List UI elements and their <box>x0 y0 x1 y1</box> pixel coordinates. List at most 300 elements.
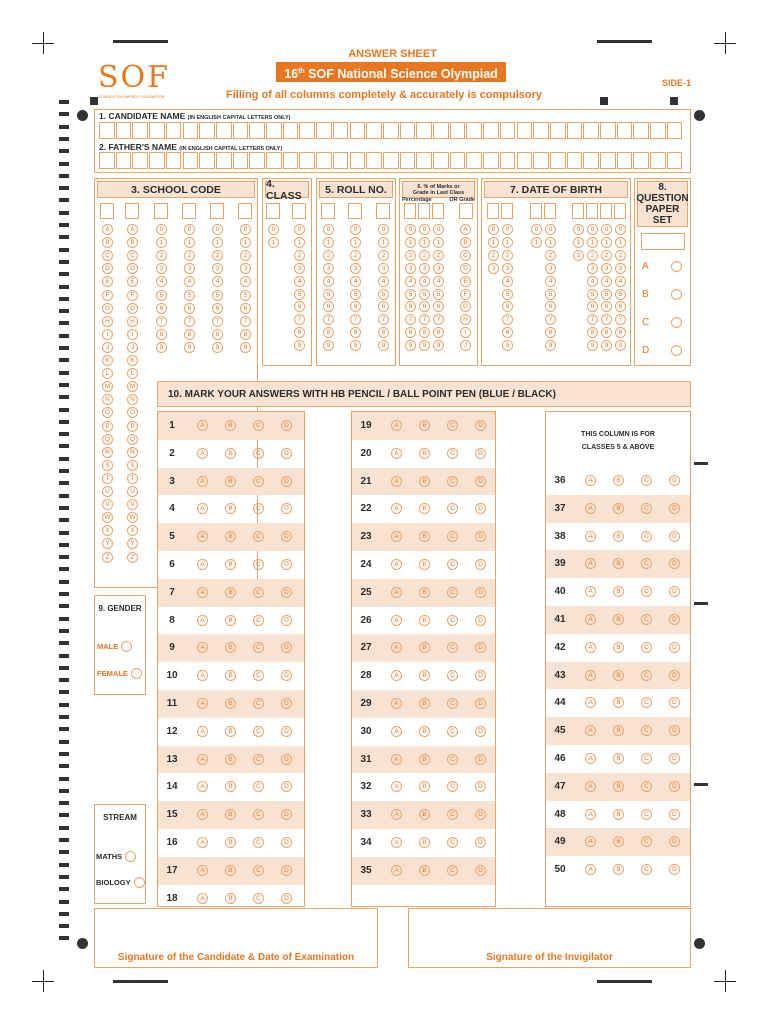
dob-digit-bubble[interactable]: 0 <box>615 224 626 235</box>
dob-digit-bubble[interactable]: 1 <box>573 237 584 248</box>
school-code-digit-bubble[interactable]: 0 <box>240 224 251 235</box>
school-code-digit-bubble[interactable]: 1 <box>156 237 167 248</box>
dob-digit-bubble[interactable]: 1 <box>587 237 598 248</box>
class-digit-bubble[interactable]: 2 <box>294 250 305 261</box>
class-digit-bubble[interactable]: 4 <box>294 276 305 287</box>
letter-cell[interactable] <box>416 122 432 139</box>
answer-bubble[interactable]: D <box>475 615 486 626</box>
stream-maths-bubble[interactable] <box>125 851 136 862</box>
answer-bubble[interactable]: B <box>419 781 430 792</box>
answer-bubble[interactable]: C <box>641 670 652 681</box>
dob-digit-bubble[interactable]: 0 <box>545 224 556 235</box>
answer-bubble[interactable]: A <box>197 615 208 626</box>
answer-bubble[interactable]: C <box>447 448 458 459</box>
letter-cell[interactable] <box>249 152 265 169</box>
letter-cell[interactable] <box>350 152 366 169</box>
school-code-letter-bubble[interactable]: M <box>127 381 138 392</box>
school-code-letter-bubble[interactable]: Q <box>102 434 113 445</box>
school-code-digit-bubble[interactable]: 5 <box>156 290 167 301</box>
dob-box[interactable] <box>501 203 513 219</box>
school-code-box[interactable] <box>210 203 224 219</box>
letter-cell[interactable] <box>266 122 282 139</box>
answer-bubble[interactable]: C <box>253 615 264 626</box>
school-code-letter-bubble[interactable]: H <box>127 316 138 327</box>
dob-digit-bubble[interactable]: 2 <box>587 250 598 261</box>
answer-bubble[interactable]: B <box>225 809 236 820</box>
school-code-digit-bubble[interactable]: 9 <box>212 342 223 353</box>
paper-set-input[interactable] <box>641 233 685 250</box>
invigilator-signature-box[interactable] <box>408 908 691 968</box>
dob-digit-bubble[interactable]: 4 <box>601 276 612 287</box>
marks-digit-bubble[interactable]: 4 <box>419 276 430 287</box>
school-code-digit-bubble[interactable]: 8 <box>212 329 223 340</box>
answer-bubble[interactable]: A <box>585 642 596 653</box>
answer-bubble[interactable]: C <box>253 865 264 876</box>
answer-bubble[interactable]: A <box>391 809 402 820</box>
school-code-digit-bubble[interactable]: 4 <box>184 276 195 287</box>
answer-bubble[interactable]: C <box>253 698 264 709</box>
marks-digit-bubble[interactable]: 1 <box>419 237 430 248</box>
letter-cell[interactable] <box>316 122 332 139</box>
school-code-letter-bubble[interactable]: E <box>127 276 138 287</box>
answer-bubble[interactable]: C <box>447 865 458 876</box>
grade-letter-bubble[interactable]: A <box>460 224 471 235</box>
dob-digit-bubble[interactable]: 0 <box>573 224 584 235</box>
answer-bubble[interactable]: D <box>281 698 292 709</box>
school-code-digit-bubble[interactable]: 1 <box>184 237 195 248</box>
answer-bubble[interactable]: D <box>281 587 292 598</box>
answer-bubble[interactable]: A <box>391 781 402 792</box>
dob-digit-bubble[interactable]: 2 <box>488 250 499 261</box>
letter-cell[interactable] <box>99 152 115 169</box>
grade-box[interactable] <box>459 203 473 219</box>
letter-cell[interactable] <box>466 152 482 169</box>
school-code-letter-bubble[interactable]: C <box>127 250 138 261</box>
school-code-letter-bubble[interactable]: K <box>102 355 113 366</box>
letter-cell[interactable] <box>383 152 399 169</box>
answer-bubble[interactable]: D <box>281 420 292 431</box>
marks-digit-bubble[interactable]: 7 <box>405 314 416 325</box>
school-code-digit-bubble[interactable]: 0 <box>184 224 195 235</box>
answer-bubble[interactable]: A <box>197 865 208 876</box>
dob-digit-bubble[interactable]: 8 <box>601 327 612 338</box>
letter-cell[interactable] <box>166 152 182 169</box>
school-code-letter-bubble[interactable]: M <box>102 381 113 392</box>
letter-cell[interactable] <box>299 152 315 169</box>
letter-cell[interactable] <box>199 152 215 169</box>
letter-cell[interactable] <box>550 122 566 139</box>
answer-bubble[interactable]: A <box>585 475 596 486</box>
answer-bubble[interactable]: C <box>447 698 458 709</box>
answer-bubble[interactable]: B <box>225 670 236 681</box>
answer-bubble[interactable]: D <box>669 642 680 653</box>
answer-bubble[interactable]: C <box>447 642 458 653</box>
dob-digit-bubble[interactable]: 2 <box>573 250 584 261</box>
school-code-digit-bubble[interactable]: 6 <box>156 303 167 314</box>
dob-box[interactable] <box>530 203 542 219</box>
roll-no-digit-bubble[interactable]: 9 <box>323 340 334 351</box>
school-code-letter-bubble[interactable]: F <box>127 290 138 301</box>
roll-no-digit-bubble[interactable]: 6 <box>378 301 389 312</box>
answer-bubble[interactable]: C <box>253 754 264 765</box>
answer-bubble[interactable]: B <box>225 837 236 848</box>
marks-digit-bubble[interactable]: 9 <box>433 340 444 351</box>
dob-digit-bubble[interactable]: 5 <box>502 289 513 300</box>
letter-cell[interactable] <box>166 122 182 139</box>
answer-bubble[interactable]: B <box>225 476 236 487</box>
school-code-digit-bubble[interactable]: 2 <box>240 250 251 261</box>
school-code-digit-bubble[interactable]: 9 <box>156 342 167 353</box>
dob-digit-bubble[interactable]: 8 <box>545 327 556 338</box>
dob-box[interactable] <box>600 203 612 219</box>
school-code-letter-bubble[interactable]: K <box>127 355 138 366</box>
roll-no-digit-bubble[interactable]: 8 <box>323 327 334 338</box>
answer-bubble[interactable]: B <box>419 698 430 709</box>
roll-no-box[interactable] <box>376 203 390 219</box>
letter-cell[interactable] <box>450 152 466 169</box>
answer-bubble[interactable]: A <box>197 531 208 542</box>
answer-bubble[interactable]: A <box>197 698 208 709</box>
school-code-letter-bubble[interactable]: J <box>127 342 138 353</box>
answer-bubble[interactable]: B <box>419 642 430 653</box>
answer-bubble[interactable]: C <box>641 558 652 569</box>
answer-bubble[interactable]: D <box>669 809 680 820</box>
answer-bubble[interactable]: D <box>475 837 486 848</box>
answer-bubble[interactable]: C <box>641 531 652 542</box>
answer-bubble[interactable]: C <box>641 781 652 792</box>
school-code-digit-bubble[interactable]: 9 <box>240 342 251 353</box>
marks-digit-bubble[interactable]: 1 <box>433 237 444 248</box>
answer-bubble[interactable]: C <box>253 837 264 848</box>
marks-box[interactable] <box>432 203 444 219</box>
answer-bubble[interactable]: C <box>253 809 264 820</box>
school-code-letter-bubble[interactable]: C <box>102 250 113 261</box>
answer-bubble[interactable]: B <box>225 754 236 765</box>
answer-bubble[interactable]: A <box>197 559 208 570</box>
roll-no-digit-bubble[interactable]: 3 <box>350 263 361 274</box>
answer-bubble[interactable]: C <box>447 420 458 431</box>
school-code-digit-bubble[interactable]: 7 <box>184 316 195 327</box>
letter-cell[interactable] <box>216 122 232 139</box>
dob-digit-bubble[interactable]: 3 <box>488 263 499 274</box>
letter-cell[interactable] <box>433 122 449 139</box>
school-code-letter-bubble[interactable]: P <box>127 421 138 432</box>
answer-bubble[interactable]: B <box>419 615 430 626</box>
dob-digit-bubble[interactable]: 9 <box>545 340 556 351</box>
answer-bubble[interactable]: B <box>613 531 624 542</box>
answer-bubble[interactable]: C <box>447 559 458 570</box>
class-digit-bubble[interactable]: 6 <box>294 301 305 312</box>
marks-digit-bubble[interactable]: 2 <box>433 250 444 261</box>
school-code-letter-bubble[interactable]: D <box>102 263 113 274</box>
letter-cell[interactable] <box>517 152 533 169</box>
roll-no-digit-bubble[interactable]: 2 <box>323 250 334 261</box>
answer-bubble[interactable]: D <box>281 670 292 681</box>
school-code-letter-bubble[interactable]: X <box>102 525 113 536</box>
letter-cell[interactable] <box>266 152 282 169</box>
letter-cell[interactable] <box>617 122 633 139</box>
class-box[interactable] <box>292 203 306 219</box>
school-code-digit-bubble[interactable]: 3 <box>240 263 251 274</box>
school-code-letter-bubble[interactable]: W <box>102 512 113 523</box>
school-code-digit-bubble[interactable]: 7 <box>212 316 223 327</box>
school-code-digit-bubble[interactable]: 0 <box>156 224 167 235</box>
school-code-letter-bubble[interactable]: S <box>102 460 113 471</box>
marks-digit-bubble[interactable]: 5 <box>433 289 444 300</box>
dob-digit-bubble[interactable]: 6 <box>587 301 598 312</box>
answer-bubble[interactable]: D <box>669 781 680 792</box>
dob-digit-bubble[interactable]: 7 <box>601 314 612 325</box>
school-code-digit-bubble[interactable]: 5 <box>240 290 251 301</box>
school-code-letter-bubble[interactable]: B <box>127 237 138 248</box>
school-code-digit-bubble[interactable]: 6 <box>184 303 195 314</box>
school-code-digit-bubble[interactable]: 8 <box>156 329 167 340</box>
marks-digit-bubble[interactable]: 3 <box>433 263 444 274</box>
dob-digit-bubble[interactable]: 7 <box>587 314 598 325</box>
answer-bubble[interactable]: A <box>197 837 208 848</box>
answer-bubble[interactable]: D <box>669 725 680 736</box>
answer-bubble[interactable]: D <box>281 893 292 904</box>
answer-bubble[interactable]: A <box>197 726 208 737</box>
answer-bubble[interactable]: A <box>391 670 402 681</box>
answer-bubble[interactable]: D <box>281 559 292 570</box>
answer-bubble[interactable]: B <box>225 587 236 598</box>
answer-bubble[interactable]: C <box>447 781 458 792</box>
letter-cell[interactable] <box>400 152 416 169</box>
answer-bubble[interactable]: A <box>585 753 596 764</box>
dob-digit-bubble[interactable]: 0 <box>531 224 542 235</box>
school-code-letter-bubble[interactable]: G <box>102 303 113 314</box>
school-code-letter-bubble[interactable]: E <box>102 276 113 287</box>
school-code-digit-bubble[interactable]: 1 <box>240 237 251 248</box>
answer-bubble[interactable]: C <box>641 475 652 486</box>
answer-bubble[interactable]: A <box>197 503 208 514</box>
school-code-letter-bubble[interactable]: R <box>102 447 113 458</box>
answer-bubble[interactable]: A <box>197 448 208 459</box>
answer-bubble[interactable]: C <box>253 476 264 487</box>
answer-bubble[interactable]: B <box>613 809 624 820</box>
answer-bubble[interactable]: A <box>391 420 402 431</box>
answer-bubble[interactable]: C <box>253 420 264 431</box>
school-code-letter-bubble[interactable]: V <box>102 499 113 510</box>
school-code-digit-bubble[interactable]: 2 <box>212 250 223 261</box>
marks-digit-bubble[interactable]: 3 <box>405 263 416 274</box>
answer-bubble[interactable]: A <box>391 531 402 542</box>
school-code-digit-bubble[interactable]: 6 <box>212 303 223 314</box>
paper-set-option-bubble[interactable] <box>671 261 682 272</box>
roll-no-digit-bubble[interactable]: 4 <box>323 276 334 287</box>
school-code-letter-bubble[interactable]: L <box>102 368 113 379</box>
dob-digit-bubble[interactable]: 3 <box>615 263 626 274</box>
answer-bubble[interactable]: C <box>641 809 652 820</box>
dob-digit-bubble[interactable]: 7 <box>502 314 513 325</box>
dob-box[interactable] <box>572 203 584 219</box>
answer-bubble[interactable]: B <box>225 726 236 737</box>
answer-bubble[interactable]: D <box>281 726 292 737</box>
answer-bubble[interactable]: B <box>419 865 430 876</box>
answer-bubble[interactable]: D <box>281 781 292 792</box>
school-code-digit-bubble[interactable]: 4 <box>156 276 167 287</box>
answer-bubble[interactable]: A <box>197 476 208 487</box>
answer-bubble[interactable]: C <box>641 503 652 514</box>
school-code-digit-bubble[interactable]: 4 <box>212 276 223 287</box>
answer-bubble[interactable]: B <box>419 754 430 765</box>
answer-bubble[interactable]: D <box>281 642 292 653</box>
letter-cell[interactable] <box>183 122 199 139</box>
answer-bubble[interactable]: D <box>281 865 292 876</box>
school-code-letter-bubble[interactable]: W <box>127 512 138 523</box>
school-code-letter-bubble[interactable]: S <box>127 460 138 471</box>
letter-cell[interactable] <box>600 152 616 169</box>
dob-digit-bubble[interactable]: 2 <box>601 250 612 261</box>
answer-bubble[interactable]: B <box>419 726 430 737</box>
roll-no-digit-bubble[interactable]: 9 <box>378 340 389 351</box>
dob-digit-bubble[interactable]: 1 <box>502 237 513 248</box>
school-code-letter-bubble[interactable]: U <box>127 486 138 497</box>
answer-bubble[interactable]: D <box>475 448 486 459</box>
dob-digit-bubble[interactable]: 4 <box>545 276 556 287</box>
letter-cell[interactable] <box>350 122 366 139</box>
letter-cell[interactable] <box>500 152 516 169</box>
class-digit-bubble[interactable]: 3 <box>294 263 305 274</box>
answer-bubble[interactable]: C <box>253 559 264 570</box>
school-code-digit-bubble[interactable]: 1 <box>212 237 223 248</box>
roll-no-digit-bubble[interactable]: 1 <box>350 237 361 248</box>
school-code-letter-bubble[interactable]: D <box>127 263 138 274</box>
answer-bubble[interactable]: C <box>253 503 264 514</box>
marks-digit-bubble[interactable]: 6 <box>433 301 444 312</box>
answer-bubble[interactable]: D <box>669 586 680 597</box>
grade-letter-bubble[interactable]: B <box>460 237 471 248</box>
answer-bubble[interactable]: D <box>669 836 680 847</box>
roll-no-digit-bubble[interactable]: 4 <box>378 276 389 287</box>
letter-cell[interactable] <box>333 122 349 139</box>
answer-bubble[interactable]: A <box>585 725 596 736</box>
letter-cell[interactable] <box>299 122 315 139</box>
answer-bubble[interactable]: B <box>613 558 624 569</box>
answer-bubble[interactable]: D <box>669 697 680 708</box>
answer-bubble[interactable]: A <box>391 615 402 626</box>
school-code-digit-bubble[interactable]: 9 <box>184 342 195 353</box>
answer-bubble[interactable]: B <box>613 753 624 764</box>
answer-bubble[interactable]: D <box>475 698 486 709</box>
letter-cell[interactable] <box>550 152 566 169</box>
letter-cell[interactable] <box>450 122 466 139</box>
answer-bubble[interactable]: A <box>197 642 208 653</box>
dob-digit-bubble[interactable]: 1 <box>615 237 626 248</box>
answer-bubble[interactable]: C <box>447 726 458 737</box>
answer-bubble[interactable]: D <box>669 531 680 542</box>
answer-bubble[interactable]: B <box>225 503 236 514</box>
letter-cell[interactable] <box>500 122 516 139</box>
answer-bubble[interactable]: C <box>253 893 264 904</box>
answer-bubble[interactable]: D <box>475 726 486 737</box>
answer-bubble[interactable]: B <box>225 781 236 792</box>
marks-digit-bubble[interactable]: 5 <box>405 289 416 300</box>
answer-bubble[interactable]: A <box>197 670 208 681</box>
dob-digit-bubble[interactable]: 0 <box>601 224 612 235</box>
school-code-letter-bubble[interactable]: I <box>127 329 138 340</box>
school-code-digit-bubble[interactable]: 6 <box>240 303 251 314</box>
school-code-letter-bubble[interactable]: J <box>102 342 113 353</box>
letter-cell[interactable] <box>149 152 165 169</box>
class-digit-bubble[interactable]: 0 <box>294 224 305 235</box>
roll-no-digit-bubble[interactable]: 1 <box>378 237 389 248</box>
letter-cell[interactable] <box>650 152 666 169</box>
answer-bubble[interactable]: D <box>281 531 292 542</box>
answer-bubble[interactable]: B <box>613 836 624 847</box>
answer-bubble[interactable]: A <box>391 865 402 876</box>
answer-bubble[interactable]: B <box>613 586 624 597</box>
class-digit-bubble[interactable]: 7 <box>294 314 305 325</box>
dob-digit-bubble[interactable]: 6 <box>502 301 513 312</box>
marks-digit-bubble[interactable]: 9 <box>405 340 416 351</box>
school-code-letter-bubble[interactable]: P <box>102 421 113 432</box>
dob-digit-bubble[interactable]: 6 <box>545 301 556 312</box>
letter-cell[interactable] <box>600 122 616 139</box>
school-code-digit-bubble[interactable]: 2 <box>156 250 167 261</box>
letter-cell[interactable] <box>650 122 666 139</box>
answer-bubble[interactable]: B <box>225 893 236 904</box>
letter-cell[interactable] <box>132 122 148 139</box>
dob-digit-bubble[interactable]: 2 <box>615 250 626 261</box>
letter-cell[interactable] <box>517 122 533 139</box>
school-code-box[interactable] <box>154 203 168 219</box>
answer-bubble[interactable]: D <box>281 809 292 820</box>
letter-cell[interactable] <box>233 152 249 169</box>
roll-no-digit-bubble[interactable]: 2 <box>350 250 361 261</box>
answer-bubble[interactable]: D <box>281 754 292 765</box>
answer-bubble[interactable]: A <box>197 754 208 765</box>
answer-bubble[interactable]: C <box>253 781 264 792</box>
answer-bubble[interactable]: C <box>447 809 458 820</box>
dob-digit-bubble[interactable]: 5 <box>615 289 626 300</box>
school-code-letter-bubble[interactable]: Y <box>102 538 113 549</box>
answer-bubble[interactable]: B <box>419 809 430 820</box>
roll-no-digit-bubble[interactable]: 0 <box>323 224 334 235</box>
letter-cell[interactable] <box>233 122 249 139</box>
roll-no-digit-bubble[interactable]: 0 <box>350 224 361 235</box>
school-code-box[interactable] <box>100 203 114 219</box>
answer-bubble[interactable]: A <box>197 809 208 820</box>
answer-bubble[interactable]: C <box>253 642 264 653</box>
letter-cell[interactable] <box>366 152 382 169</box>
school-code-letter-bubble[interactable]: O <box>102 407 113 418</box>
answer-bubble[interactable]: C <box>641 836 652 847</box>
dob-digit-bubble[interactable]: 9 <box>502 340 513 351</box>
roll-no-digit-bubble[interactable]: 3 <box>323 263 334 274</box>
class-digit-bubble[interactable]: 0 <box>268 224 279 235</box>
roll-no-digit-bubble[interactable]: 8 <box>378 327 389 338</box>
answer-bubble[interactable]: B <box>225 448 236 459</box>
letter-cell[interactable] <box>633 122 649 139</box>
roll-no-digit-bubble[interactable]: 7 <box>378 314 389 325</box>
answer-bubble[interactable]: C <box>447 754 458 765</box>
gender-female-bubble[interactable] <box>131 668 142 679</box>
answer-bubble[interactable]: A <box>585 614 596 625</box>
school-code-digit-bubble[interactable]: 3 <box>184 263 195 274</box>
answer-bubble[interactable]: A <box>391 754 402 765</box>
marks-digit-bubble[interactable]: 8 <box>419 327 430 338</box>
marks-digit-bubble[interactable]: 0 <box>433 224 444 235</box>
dob-digit-bubble[interactable]: 7 <box>615 314 626 325</box>
dob-digit-bubble[interactable]: 8 <box>502 327 513 338</box>
letter-cell[interactable] <box>617 152 633 169</box>
answer-bubble[interactable]: B <box>613 614 624 625</box>
school-code-letter-bubble[interactable]: V <box>127 499 138 510</box>
marks-digit-bubble[interactable]: 0 <box>419 224 430 235</box>
dob-digit-bubble[interactable]: 8 <box>615 327 626 338</box>
